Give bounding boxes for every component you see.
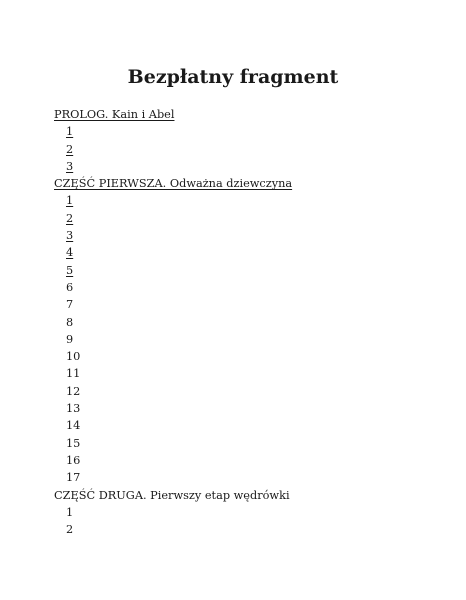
toc-chapter-link[interactable]: 2 xyxy=(66,211,74,225)
toc-chapter-item[interactable] xyxy=(54,227,434,244)
toc-chapter-item[interactable] xyxy=(54,123,434,140)
toc-section-link[interactable]: CZĘŚĆ PIERWSZA. Odważna dziewczyna xyxy=(54,177,293,191)
toc-section-item xyxy=(54,487,434,504)
toc-chapter-label: 14 xyxy=(66,419,81,433)
toc-chapter-item xyxy=(54,279,434,296)
toc-chapter-label: 8 xyxy=(66,315,74,329)
toc-chapter-label: 12 xyxy=(66,384,81,398)
toc-chapter-item xyxy=(54,417,434,434)
toc-section-link[interactable]: PROLOG. Kain i Abel xyxy=(54,108,175,121)
toc-chapter-label: 13 xyxy=(66,402,81,416)
toc-chapter-label: 15 xyxy=(66,436,81,450)
toc-chapter-label: 16 xyxy=(66,453,81,467)
toc-chapter-label: 10 xyxy=(66,350,81,364)
toc-chapter-item xyxy=(54,331,434,348)
toc-chapter-label: 9 xyxy=(66,332,74,346)
toc-chapter-item xyxy=(54,348,434,365)
toc-chapter-item xyxy=(54,435,434,452)
page-title: Bezpłatny fragment xyxy=(127,66,339,88)
toc-chapter-link[interactable]: 4 xyxy=(66,246,74,260)
toc-chapter-item[interactable] xyxy=(54,141,434,158)
toc-chapter-link[interactable]: 1 xyxy=(66,125,74,139)
toc-chapter-label: 2 xyxy=(66,523,74,537)
toc-chapter-item[interactable] xyxy=(54,210,434,227)
toc-chapter-item[interactable] xyxy=(54,192,434,209)
toc-chapter-label: 7 xyxy=(66,298,74,312)
toc-chapter-item xyxy=(54,452,434,469)
toc-chapter-label: 1 xyxy=(66,505,74,519)
toc-chapter-item xyxy=(54,469,434,486)
toc-chapter-label: 6 xyxy=(66,280,74,294)
toc-section-item[interactable] xyxy=(54,175,434,192)
toc-chapter-item xyxy=(54,400,434,417)
toc-chapter-item xyxy=(54,314,434,331)
toc-chapter-item xyxy=(54,296,434,313)
toc-chapter-link[interactable]: 3 xyxy=(66,229,74,243)
toc-chapter-label: 11 xyxy=(66,367,81,381)
toc-section-item[interactable] xyxy=(54,106,434,123)
toc-chapter-label: 17 xyxy=(66,471,81,485)
toc-chapter-item[interactable] xyxy=(54,244,434,261)
toc-chapter-item xyxy=(54,383,434,400)
toc-chapter-link[interactable]: 2 xyxy=(66,142,74,156)
toc-chapter-item[interactable] xyxy=(54,158,434,175)
toc-chapter-item xyxy=(54,365,434,382)
toc-chapter-item xyxy=(54,504,434,521)
toc-chapter-link[interactable]: 3 xyxy=(66,159,74,173)
toc-section-label: CZĘŚĆ DRUGA. Pierwszy etap wędrówki xyxy=(54,488,290,502)
toc-chapter-link[interactable]: 1 xyxy=(66,194,74,208)
toc-chapter-item[interactable] xyxy=(54,262,434,279)
table-of-contents xyxy=(54,106,434,538)
toc-chapter-link[interactable]: 5 xyxy=(66,263,74,277)
toc-chapter-item xyxy=(54,521,434,538)
